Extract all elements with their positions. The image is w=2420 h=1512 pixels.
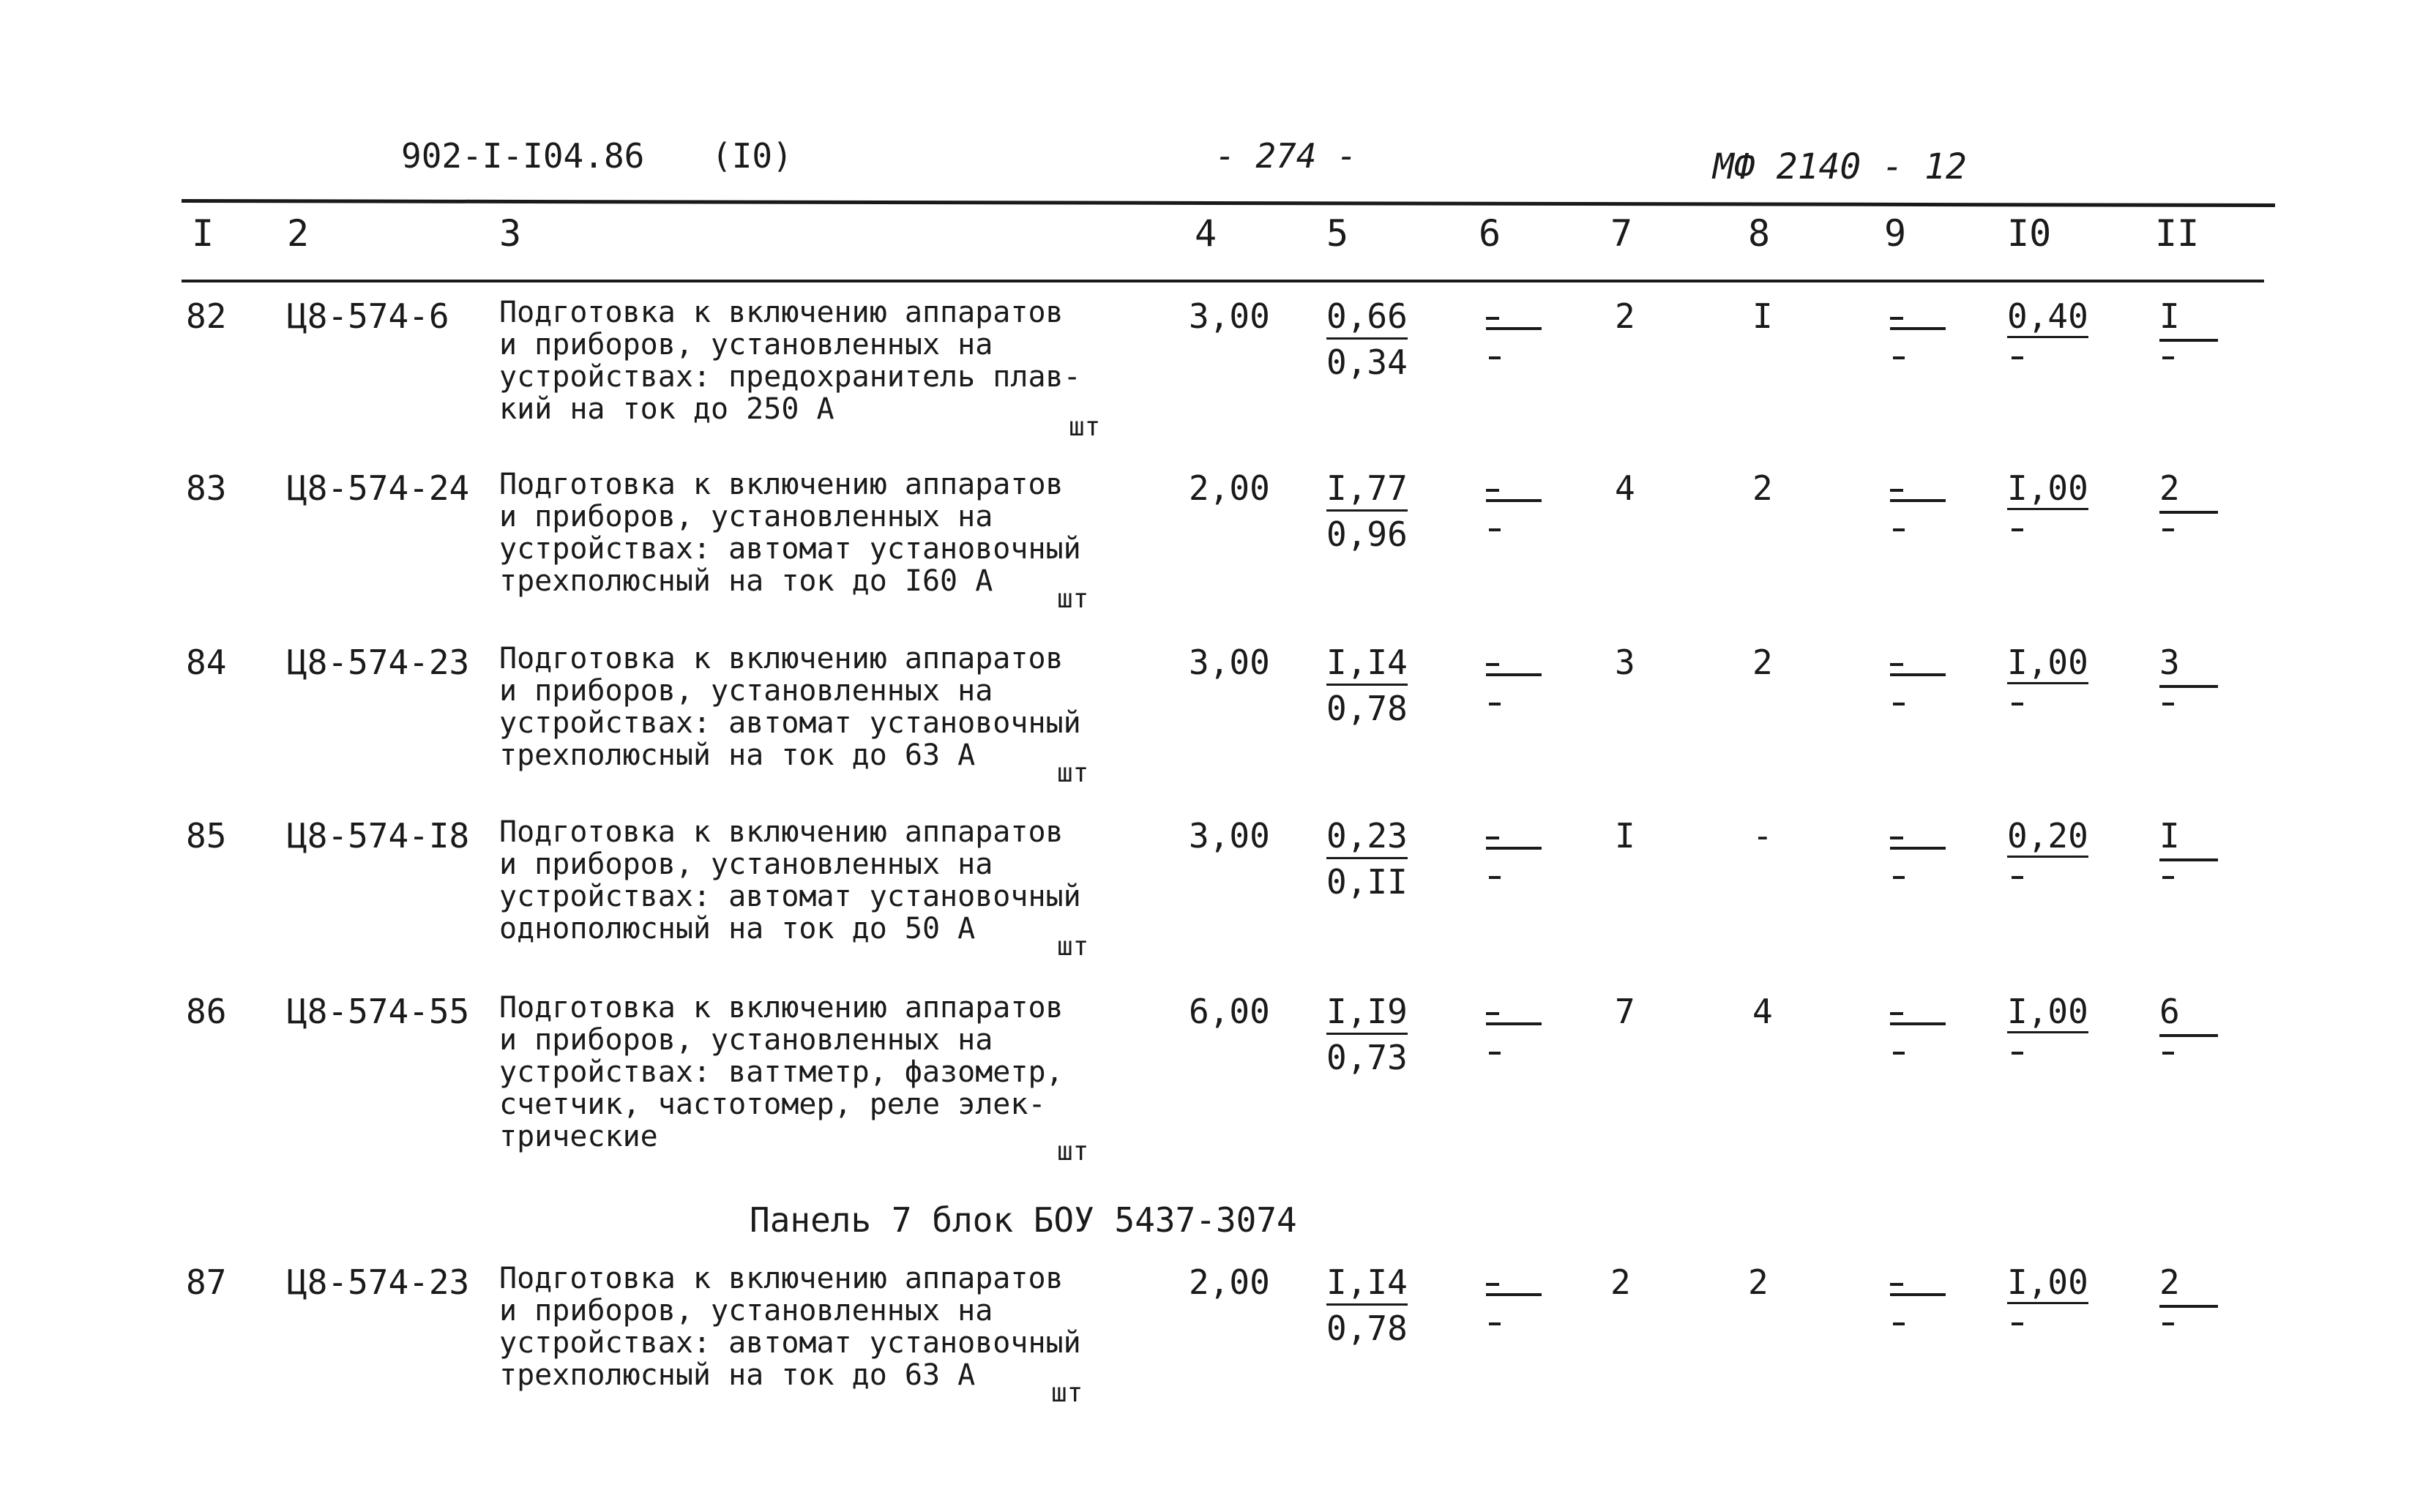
col-header-10: I0	[2007, 212, 2052, 255]
col11-value: I	[2159, 816, 2180, 856]
col-header-11: II	[2155, 212, 2200, 255]
empty-dash-col6	[1486, 296, 1545, 355]
col-header-9: 9	[1884, 212, 1907, 255]
work-description: Подготовка к включению аппаратов и приборов, установленных на устройствах: предохранитель плав- кий на ток до 250 А	[499, 296, 1081, 426]
col11-value: 2	[2159, 468, 2180, 508]
row-number: 87	[186, 1262, 227, 1302]
row-number: 82	[186, 296, 227, 336]
empty-dash-col6	[1486, 643, 1545, 701]
col7-value: 4	[1615, 468, 1635, 508]
col7-value: 2	[1615, 296, 1635, 336]
unit-label: шт	[1051, 1378, 1083, 1408]
quantity: 3,00	[1189, 296, 1270, 336]
col10-value: I,00	[2007, 1262, 2088, 1304]
fraction-denominator: 0,73	[1326, 1038, 1408, 1077]
empty-dash-col9	[1890, 296, 1949, 355]
col10-bottom-dash	[2009, 992, 2067, 1050]
table-row	[0, 816, 2420, 977]
empty-dash-col6	[1486, 816, 1545, 875]
col11-underline	[2159, 643, 2218, 701]
col11-value: 2	[2159, 1262, 2180, 1302]
table-row	[0, 1262, 2420, 1423]
col11-underline	[2159, 468, 2218, 527]
fraction-numerator: 0,66	[1326, 296, 1408, 340]
unit-label: шт	[1069, 412, 1101, 442]
work-description: Подготовка к включению аппаратов и приборов, установленных на устройствах: автомат установочный трехполюсный на ток до 63 А	[499, 1262, 1081, 1392]
norm-code: Ц8-574-23	[287, 643, 470, 682]
col11-underline	[2159, 816, 2218, 875]
work-description: Подготовка к включению аппаратов и приборов, установленных на устройствах: автомат установочный однополюсный на ток до 50 А	[499, 815, 1081, 946]
col8-value: 4	[1752, 992, 1773, 1031]
table-row	[0, 643, 2420, 804]
value-fraction	[1326, 643, 1408, 728]
fraction-denominator: 0,96	[1326, 514, 1408, 554]
value-fraction	[1326, 816, 1408, 902]
quantity: 3,00	[1189, 816, 1270, 856]
col-header-7: 7	[1610, 212, 1633, 255]
col10-value: I,00	[2007, 992, 2088, 1033]
work-description: Подготовка к включению аппаратов и приборов, установленных на устройствах: автомат установочный трехполюсный на ток до 63 А	[499, 642, 1081, 772]
sheet-number: (I0)	[712, 136, 793, 176]
col8-value: I	[1752, 296, 1773, 336]
col7-value: I	[1615, 816, 1635, 856]
empty-dash-col9	[1890, 1262, 1949, 1321]
value-fraction	[1326, 1262, 1408, 1348]
col10-value: 0,40	[2007, 296, 2088, 338]
col-header-5: 5	[1326, 212, 1349, 255]
fraction-denominator: 0,78	[1326, 689, 1408, 728]
handwritten-mark: МФ 2140 - 12	[1713, 146, 1967, 187]
unit-label: шт	[1057, 1137, 1089, 1167]
fraction-denominator: 0,78	[1326, 1309, 1408, 1348]
section-title: Панель 7 блок БОУ 5437-3074	[750, 1200, 1297, 1240]
col10-bottom-dash	[2009, 643, 2067, 701]
col11-value: I	[2159, 296, 2180, 336]
empty-dash-col9	[1890, 992, 1949, 1050]
col10-bottom-dash	[2009, 468, 2067, 527]
quantity: 2,00	[1189, 1262, 1270, 1302]
quantity: 3,00	[1189, 643, 1270, 682]
norm-code: Ц8-574-24	[287, 468, 470, 508]
unit-label: шт	[1057, 584, 1089, 614]
col-header-2: 2	[287, 212, 310, 255]
col11-underline	[2159, 296, 2218, 355]
fraction-denominator: 0,II	[1326, 862, 1408, 902]
row-number: 84	[186, 643, 227, 682]
header-rule	[182, 199, 2275, 207]
value-fraction	[1326, 992, 1408, 1077]
fraction-numerator: I,I9	[1326, 992, 1408, 1035]
table-row	[0, 296, 2420, 457]
value-fraction	[1326, 296, 1408, 382]
col7-value: 2	[1610, 1262, 1631, 1302]
col11-underline	[2159, 992, 2218, 1050]
empty-dash-col9	[1890, 816, 1949, 875]
col10-value: I,00	[2007, 643, 2088, 684]
fraction-numerator: I,I4	[1326, 1262, 1408, 1306]
quantity: 6,00	[1189, 992, 1270, 1031]
fraction-numerator: 0,23	[1326, 816, 1408, 859]
work-description: Подготовка к включению аппаратов и приборов, установленных на устройствах: ваттметр, фазометр, счетчик, частотомер, реле элек- трические	[499, 991, 1064, 1153]
row-number: 85	[186, 816, 227, 856]
col-header-4: 4	[1195, 212, 1217, 255]
empty-dash-col6	[1486, 992, 1545, 1050]
col7-value: 7	[1615, 992, 1635, 1031]
document-code: 902-I-I04.86	[401, 136, 645, 176]
col11-value: 3	[2159, 643, 2180, 682]
col-header-1: I	[192, 212, 214, 255]
col10-bottom-dash	[2009, 816, 2067, 875]
empty-dash-col9	[1890, 468, 1949, 527]
norm-code: Ц8-574-I8	[287, 816, 470, 856]
page-number: - 274 -	[1215, 136, 1357, 176]
unit-label: шт	[1057, 932, 1089, 962]
row-number: 86	[186, 992, 227, 1031]
norm-code: Ц8-574-55	[287, 992, 470, 1031]
norm-code: Ц8-574-23	[287, 1262, 470, 1302]
empty-dash-col6	[1486, 468, 1545, 527]
col11-value: 6	[2159, 992, 2180, 1031]
fraction-numerator: I,I4	[1326, 643, 1408, 686]
work-description: Подготовка к включению аппаратов и приборов, установленных на устройствах: автомат установочный трехполюсный на ток до I60 А	[499, 468, 1081, 598]
col11-underline	[2159, 1262, 2218, 1321]
unit-label: шт	[1057, 758, 1089, 788]
col-header-8: 8	[1748, 212, 1771, 255]
col8-value: 2	[1752, 643, 1773, 682]
table-row	[0, 468, 2420, 629]
row-number: 83	[186, 468, 227, 508]
value-fraction	[1326, 468, 1408, 554]
col7-value: 3	[1615, 643, 1635, 682]
column-header-rule	[182, 280, 2264, 282]
col-header-3: 3	[499, 212, 522, 255]
fraction-numerator: I,77	[1326, 468, 1408, 512]
col8-value: 2	[1748, 1262, 1769, 1302]
col10-bottom-dash	[2009, 1262, 2067, 1321]
quantity: 2,00	[1189, 468, 1270, 508]
empty-dash-col9	[1890, 643, 1949, 701]
col8-value: 2	[1752, 468, 1773, 508]
fraction-denominator: 0,34	[1326, 343, 1408, 382]
col10-value: I,00	[2007, 468, 2088, 510]
empty-dash-col6	[1486, 1262, 1545, 1321]
table-row	[0, 991, 2420, 1167]
col10-bottom-dash	[2009, 296, 2067, 355]
norm-code: Ц8-574-6	[287, 296, 449, 336]
col10-value: 0,20	[2007, 816, 2088, 858]
col8-value: -	[1752, 816, 1773, 856]
col-header-6: 6	[1479, 212, 1501, 255]
